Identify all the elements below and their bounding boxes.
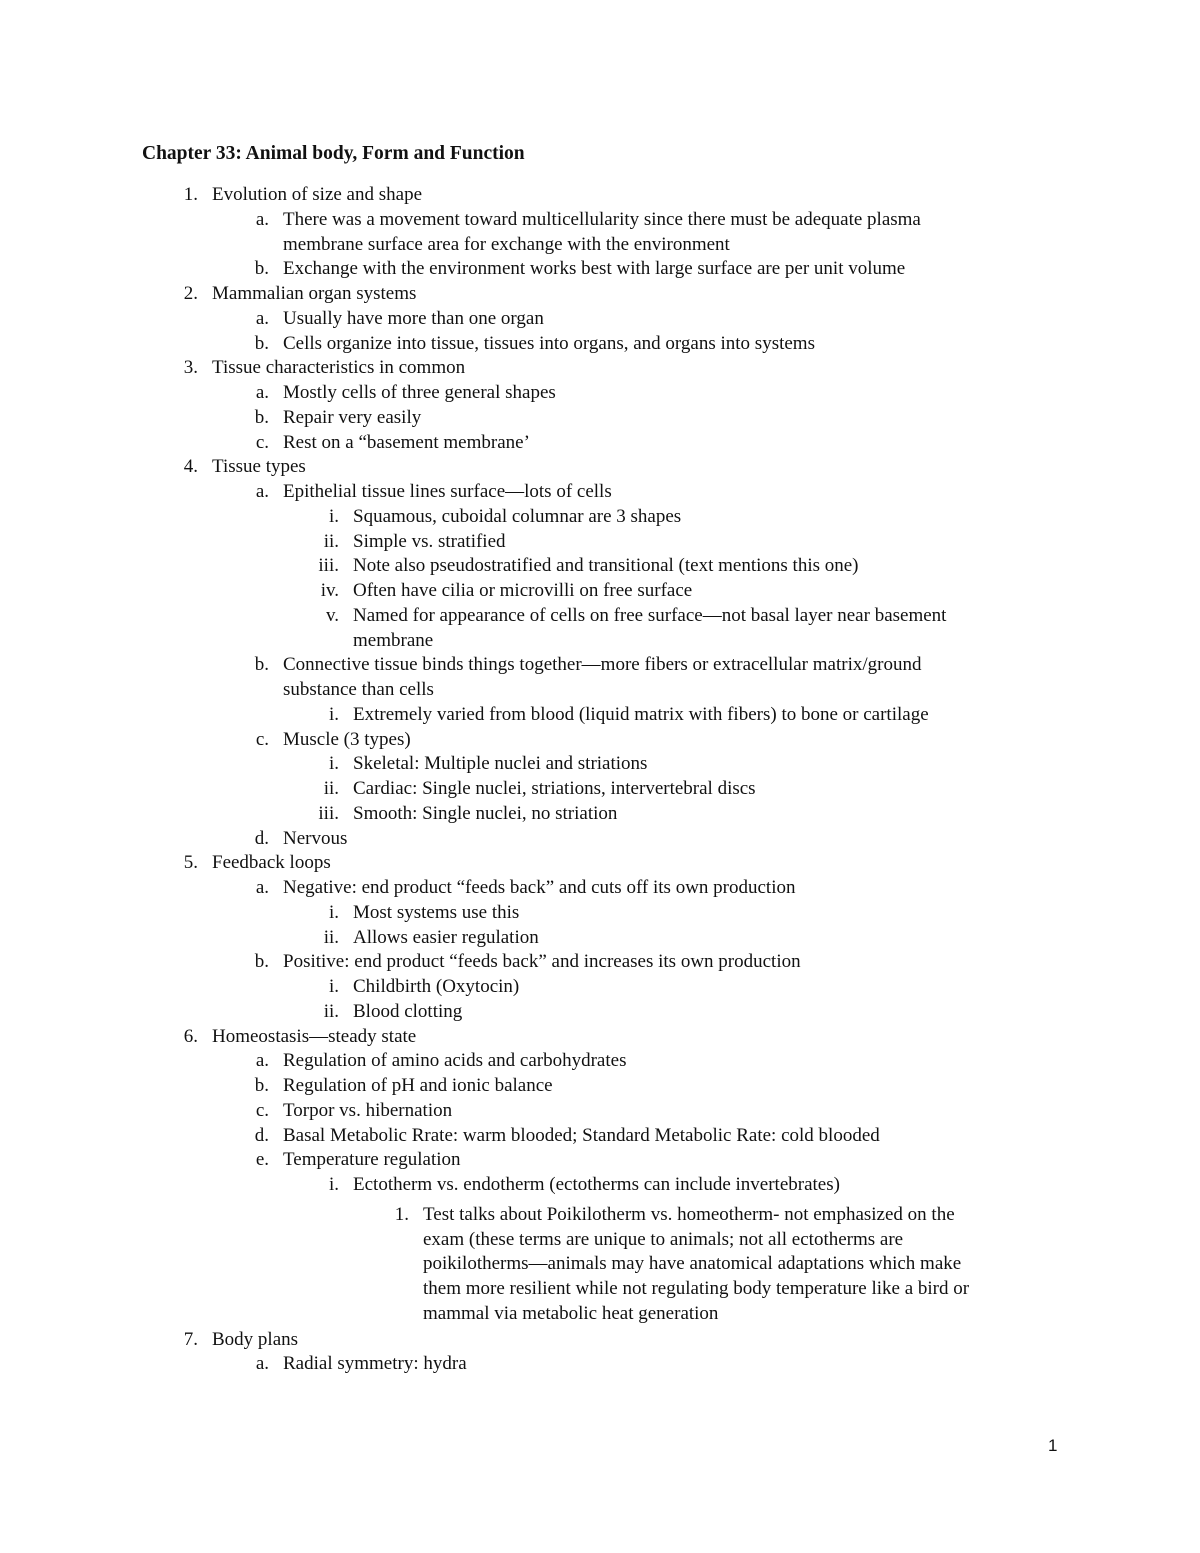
outline-text: Blood clotting	[353, 1000, 463, 1022]
outline-marker: a.	[255, 382, 269, 403]
outline-text: them more resilient while not regulating body temperature like a bird or	[423, 1278, 970, 1299]
outline-text: Repair very easily	[283, 406, 422, 428]
page-title: Chapter 33: Animal body, Form and Function	[142, 143, 525, 164]
outline-text: Test talks about Poikilotherm vs. homeotherm- not emphasized on the	[423, 1203, 955, 1225]
outline-marker: ii.	[323, 926, 339, 948]
outline-text: Exchange with the environment works best with large surface are per unit volume	[283, 258, 906, 280]
outline-text: Evolution of size and shape	[212, 184, 423, 205]
outline-marker: d.	[254, 827, 269, 849]
outline-marker: v.	[325, 604, 339, 626]
outline-marker: i.	[328, 901, 339, 923]
outline-text: Cells organize into tissue, tissues into organs, and organs into systems	[283, 332, 815, 354]
outline-text: Torpor vs. hibernation	[283, 1099, 453, 1121]
outline-text: Note also pseudostratified and transitional (text mentions this one)	[353, 555, 859, 577]
outline-text: Extremely varied from blood (liquid matrix with fibers) to bone or cartilage	[353, 703, 929, 725]
outline-text: Basal Metabolic Rrate: warm blooded; Standard Metabolic Rate: cold blooded	[283, 1124, 880, 1146]
outline-marker: ii.	[323, 530, 339, 552]
outline-text: Smooth: Single nuclei, no striation	[353, 802, 618, 824]
outline-text: Cardiac: Single nuclei, striations, intervertebral discs	[353, 778, 756, 799]
outline-text: substance than cells	[283, 679, 434, 700]
outline-marker: 7.	[183, 1328, 198, 1350]
outline-text: Tissue types	[212, 456, 306, 478]
outline-marker: 5.	[183, 852, 198, 874]
outline-text: Mammalian organ systems	[212, 283, 417, 304]
outline-marker: i.	[328, 505, 339, 527]
outline-marker: a.	[255, 307, 269, 329]
outline-text: Most systems use this	[353, 901, 520, 923]
outline-text: Muscle (3 types)	[283, 728, 411, 750]
outline-text: membrane	[353, 629, 434, 651]
outline-text: Epithelial tissue lines surface—lots of cells	[283, 481, 612, 502]
outline-text: There was a movement toward multicellularity since there must be adequate plasma	[283, 208, 921, 230]
outline-marker: b.	[254, 332, 269, 354]
outline-text: Allows easier regulation	[353, 926, 539, 948]
outline-marker: b.	[254, 406, 269, 428]
outline-marker: iii.	[318, 555, 339, 577]
outline-marker: i.	[328, 1174, 339, 1195]
outline-text: exam (these terms are unique to animals; not all ectotherms are	[423, 1228, 904, 1250]
outline-marker: b.	[254, 951, 269, 973]
outline-marker: 1.	[394, 1203, 409, 1225]
outline-text: Radial symmetry: hydra	[283, 1353, 467, 1375]
outline-marker: 4.	[183, 456, 198, 478]
outline-marker: i.	[328, 703, 339, 725]
outline-marker: i.	[328, 753, 339, 775]
outline-marker: e.	[255, 1149, 269, 1171]
outline-text: Tissue characteristics in common	[212, 357, 466, 379]
outline-text: Negative: end product “feeds back” and cuts off its own production	[283, 877, 796, 898]
outline-text: Skeletal: Multiple nuclei and striations	[353, 753, 648, 775]
outline-text: Childbirth (Oxytocin)	[353, 976, 520, 997]
outline-marker: 3.	[183, 357, 198, 379]
outline-text: Positive: end product “feeds back” and increases its own production	[283, 951, 801, 973]
outline-marker: a.	[255, 208, 269, 230]
outline-marker: a.	[255, 1050, 269, 1072]
outline-marker: d.	[254, 1124, 269, 1146]
outline-text: Often have cilia or microvilli on free surface	[353, 580, 693, 601]
outline-marker: iii.	[318, 802, 339, 824]
outline-text: Simple vs. stratified	[353, 530, 506, 552]
outline-text: Feedback loops	[212, 852, 331, 874]
outline-text: Body plans	[212, 1328, 299, 1350]
outline-marker: c.	[255, 728, 269, 750]
outline-text: Ectotherm vs. endotherm (ectotherms can include invertebrates)	[353, 1174, 840, 1195]
outline-marker: 2.	[183, 283, 198, 304]
outline-marker: 1.	[183, 184, 198, 205]
outline-text: Named for appearance of cells on free surface—not basal layer near basement	[353, 604, 947, 626]
outline-text: Nervous	[283, 827, 348, 849]
outline-marker: b.	[254, 1075, 269, 1096]
outline-text: Regulation of pH and ionic balance	[283, 1075, 553, 1096]
outline-text: Rest on a “basement membrane’	[283, 431, 530, 453]
outline-marker: ii.	[323, 778, 339, 799]
outline-text: Squamous, cuboidal columnar are 3 shapes	[353, 505, 682, 527]
outline-text: Regulation of amino acids and carbohydrates	[283, 1050, 627, 1072]
outline-text: Homeostasis—steady state	[212, 1025, 417, 1047]
outline-marker: c.	[255, 431, 269, 453]
outline-marker: a.	[255, 1353, 269, 1375]
outline-text: membrane surface area for exchange with the environment	[283, 233, 730, 255]
outline-marker: a.	[255, 877, 269, 898]
outline-marker: i.	[328, 976, 339, 997]
outline-marker: ii.	[323, 1000, 339, 1022]
outline-marker: iv.	[320, 580, 339, 601]
outline-marker: 6.	[183, 1025, 198, 1047]
outline-marker: b.	[254, 654, 269, 676]
outline-text: Usually have more than one organ	[283, 307, 544, 329]
outline-text: Temperature regulation	[283, 1149, 461, 1171]
outline-text: Connective tissue binds things together—more fibers or extracellular matrix/ground	[283, 654, 922, 676]
outline-text: mammal via metabolic heat generation	[423, 1302, 719, 1324]
page-number: 1	[1048, 1436, 1058, 1455]
outline-marker: a.	[255, 481, 269, 502]
outline-text: poikilotherms—animals may have anatomical adaptations which make	[423, 1253, 962, 1275]
outline-text: Mostly cells of three general shapes	[283, 382, 556, 403]
outline-marker: b.	[254, 258, 269, 280]
outline-marker: c.	[255, 1099, 269, 1121]
